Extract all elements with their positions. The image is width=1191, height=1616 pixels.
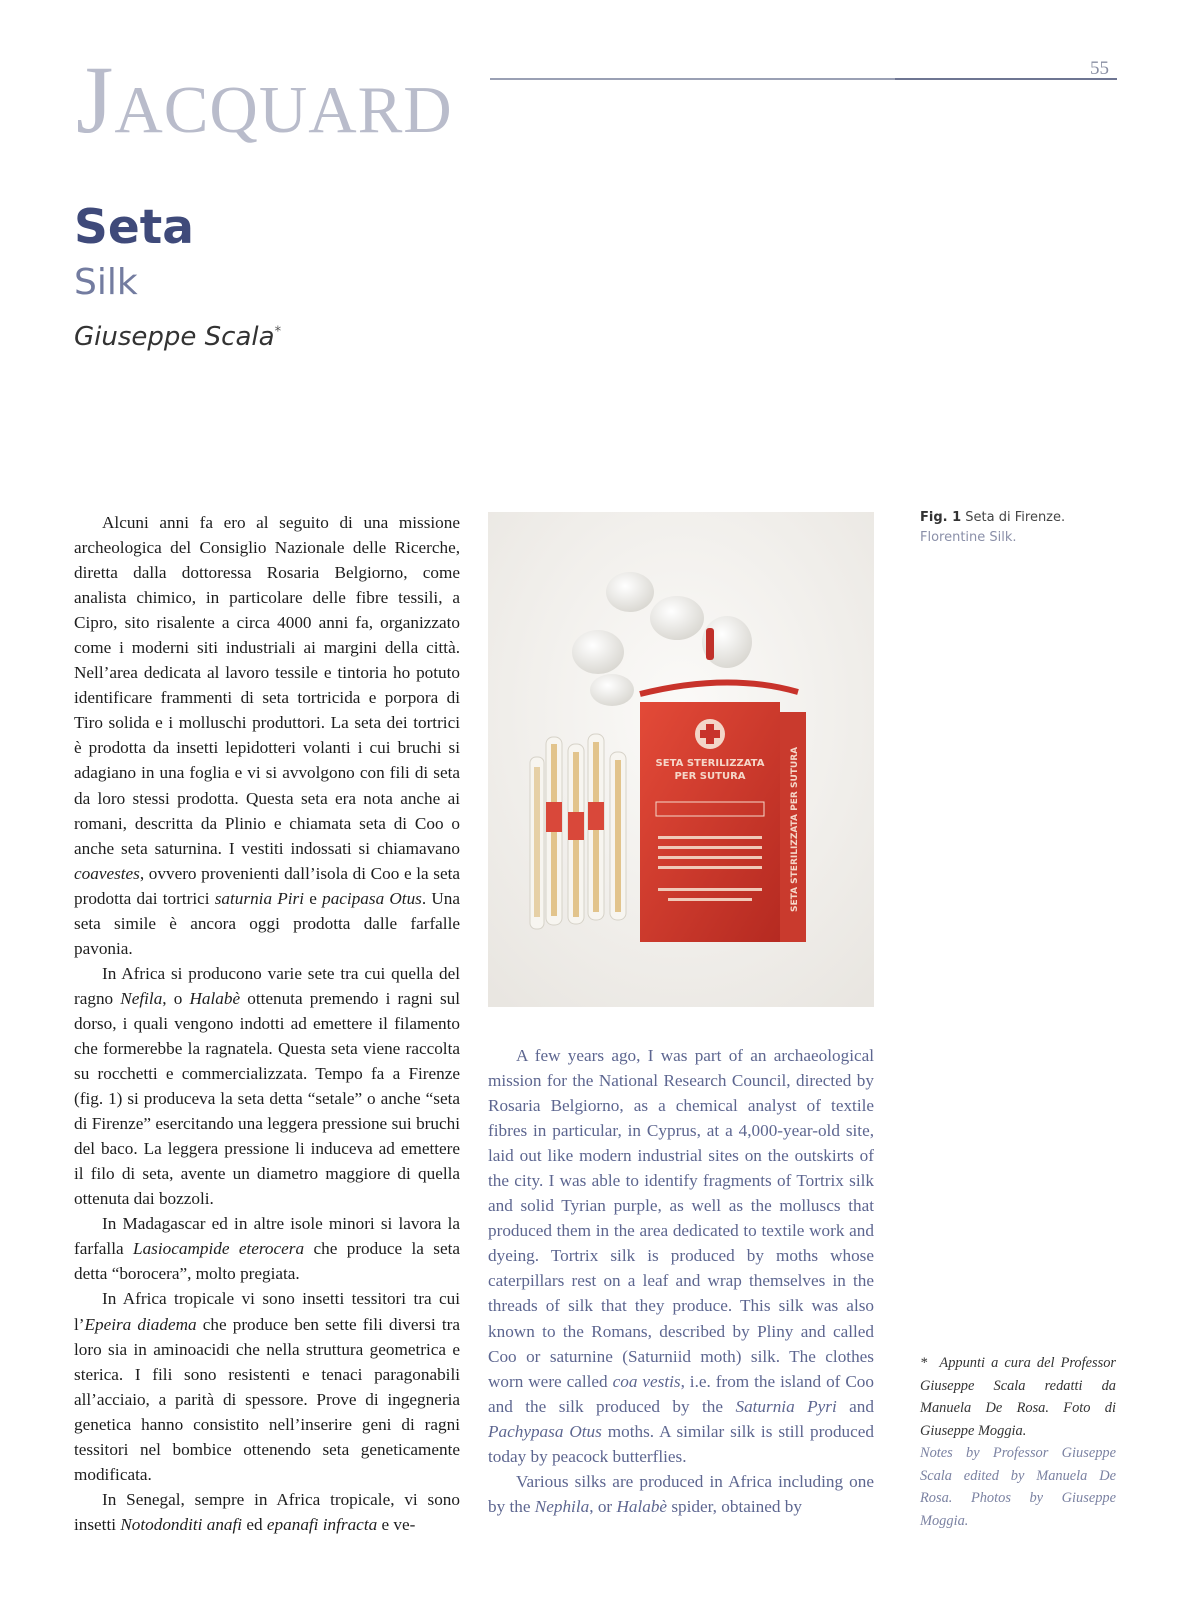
article-title-english: Silk	[74, 262, 138, 303]
header-rule-accent	[895, 78, 1117, 80]
page-number: 55	[1090, 58, 1109, 79]
box-label-line-1: SETA STERILIZZATA	[655, 758, 765, 769]
footnote-english: Notes by Professor Giuseppe Scala edited by Manuela De Rosa. Photos by Giuseppe Moggia.	[920, 1445, 1116, 1529]
author-footnote-mark: *	[274, 324, 282, 340]
italian-text-column	[74, 510, 460, 1537]
silk-cocoons-and-suture-box-image	[488, 512, 874, 1007]
figure-1-photo	[488, 512, 874, 1007]
author-name: Giuseppe Scala	[74, 322, 275, 352]
italian-paragraph-5: In Senegal, sempre in Africa tropicale, vi sono insetti Notodonditi anafi ed epanafi infracta e ve-	[74, 1489, 460, 1534]
english-paragraph-2: Various silks are produced in Africa including one by the Nephila, or Halabè spider, obtained by	[488, 1471, 874, 1516]
figure-caption-italian: Seta di Firenze.	[965, 510, 1066, 525]
footnote-italian: * Appunti a cura del Professor Giuseppe Scala redatti da Manuela De Rosa. Foto di Giuseppe Moggia.	[920, 1355, 1116, 1439]
suture-silk-box	[640, 702, 806, 942]
silk-suture-vials	[530, 734, 626, 929]
journal-masthead: Jacquard	[76, 46, 453, 153]
english-text-column	[488, 1043, 874, 1519]
footnote-mark: *	[920, 1355, 928, 1371]
author-footnote	[920, 1352, 1116, 1532]
figure-caption-english: Florentine Silk.	[920, 530, 1017, 545]
box-label-line-2: PER SUTURA	[674, 771, 746, 782]
italian-paragraph-4: In Africa tropicale vi sono insetti tessitori tra cui l’Epeira diadema che produce ben sette fili diversi tra loro sia in aminoacidi che nella struttura geometrica e sterica. I fili sono resistenti e tenaci paragonabili all’acciaio, a parità di spessore. Prove di ingegneria genetica hanno consistito nell’inserire geni di ragni tessitori nel bombice ottenendo seta geneticamente modificata.	[74, 1289, 460, 1484]
article-author	[74, 322, 281, 352]
english-paragraph-1: A few years ago, I was part of an archaeological mission for the National Research Council, directed by Rosaria Belgiorno, as a chemical analyst of textile fibres in particular, in Cyprus, at a 4,000-year-old site, laid out like modern industrial sites on the outskirts of the city. I was able to identify fragments of Tortrix silk and solid Tyrian purple, as well as the molluscs that produced them in the area dedicated to textile work and dyeing. Tortrix silk is produced by moths whose caterpillars rest on a leaf and wrap themselves in the threads of silk that they produce. This silk was also known to the Romans, described by Pliny and called Coo or saturnine (Saturniid moth) silk. The clothes worn were called coa vestis, i.e. from the island of Coo and the silk produced by the Saturnia Pyri and Pachypasa Otus moths. A similar silk is still produced today by peacock butterflies.	[488, 1046, 874, 1466]
box-side-label: SETA STERILIZZATA PER SUTURA	[790, 746, 800, 912]
article-title-italian: Seta	[74, 200, 194, 255]
figure-label: Fig. 1	[920, 510, 962, 525]
italian-paragraph-3: In Madagascar ed in altre isole minori si lavora la farfalla Lasiocampide eterocera che produce la seta detta “borocera”, molto pregiata.	[74, 1214, 461, 1284]
italian-paragraph-2: In Africa si producono varie sete tra cui quella del ragno Nefila, o Halabè ottenuta premendo i ragni sul dorso, i quali vengono indotti ad emettere il filamento che formerebbe la ragnatela. Questa seta viene raccolta su rocchetti e commercializzata. Tempo fa a Firenze (fig. 1) si produceva la seta detta “setale” o anche “seta di Firenze” esercitando una leggera pressione sui bruchi del baco. La leggera pressione li induceva ad emettere il filo di seta, avente un diametro maggiore di quella ottenuta dai bozzoli.	[74, 963, 461, 1209]
figure-caption	[920, 508, 1120, 548]
italian-paragraph-1: Alcuni anni fa ero al seguito di una missione archeologica del Consiglio Nazionale delle Ricerche, diretta dalla dottoressa Rosaria Belgiorno, come analista chimico, in particolare delle fibre tessili, a Cipro, sito risalente a circa 4000 anni fa, organizzato come i moderni siti industriali ai margini della città. Nell’area dedicata al lavoro tessile e tintoria ho potuto identificare frammenti di seta tortricida e porpora di Tiro solida e i molluschi produttori. La seta dei tortrici è prodotta da insetti lepidotteri volanti i cui bruchi si adagiano in una foglia e vi si avvolgono con fili di seta da loro stessi prodotta. Questa seta era nota anche ai romani, descritta da Plinio e chiamata seta di Coo o anche seta saturnina. I vestiti indossati si chiamavano coavestes, ovvero provenienti dall’isola di Coo e la seta prodotta dai tortrici saturnia Piri e pacipasa Otus. Una seta simile è ancora oggi prodotta dalle farfalle pavonia.	[74, 513, 461, 958]
